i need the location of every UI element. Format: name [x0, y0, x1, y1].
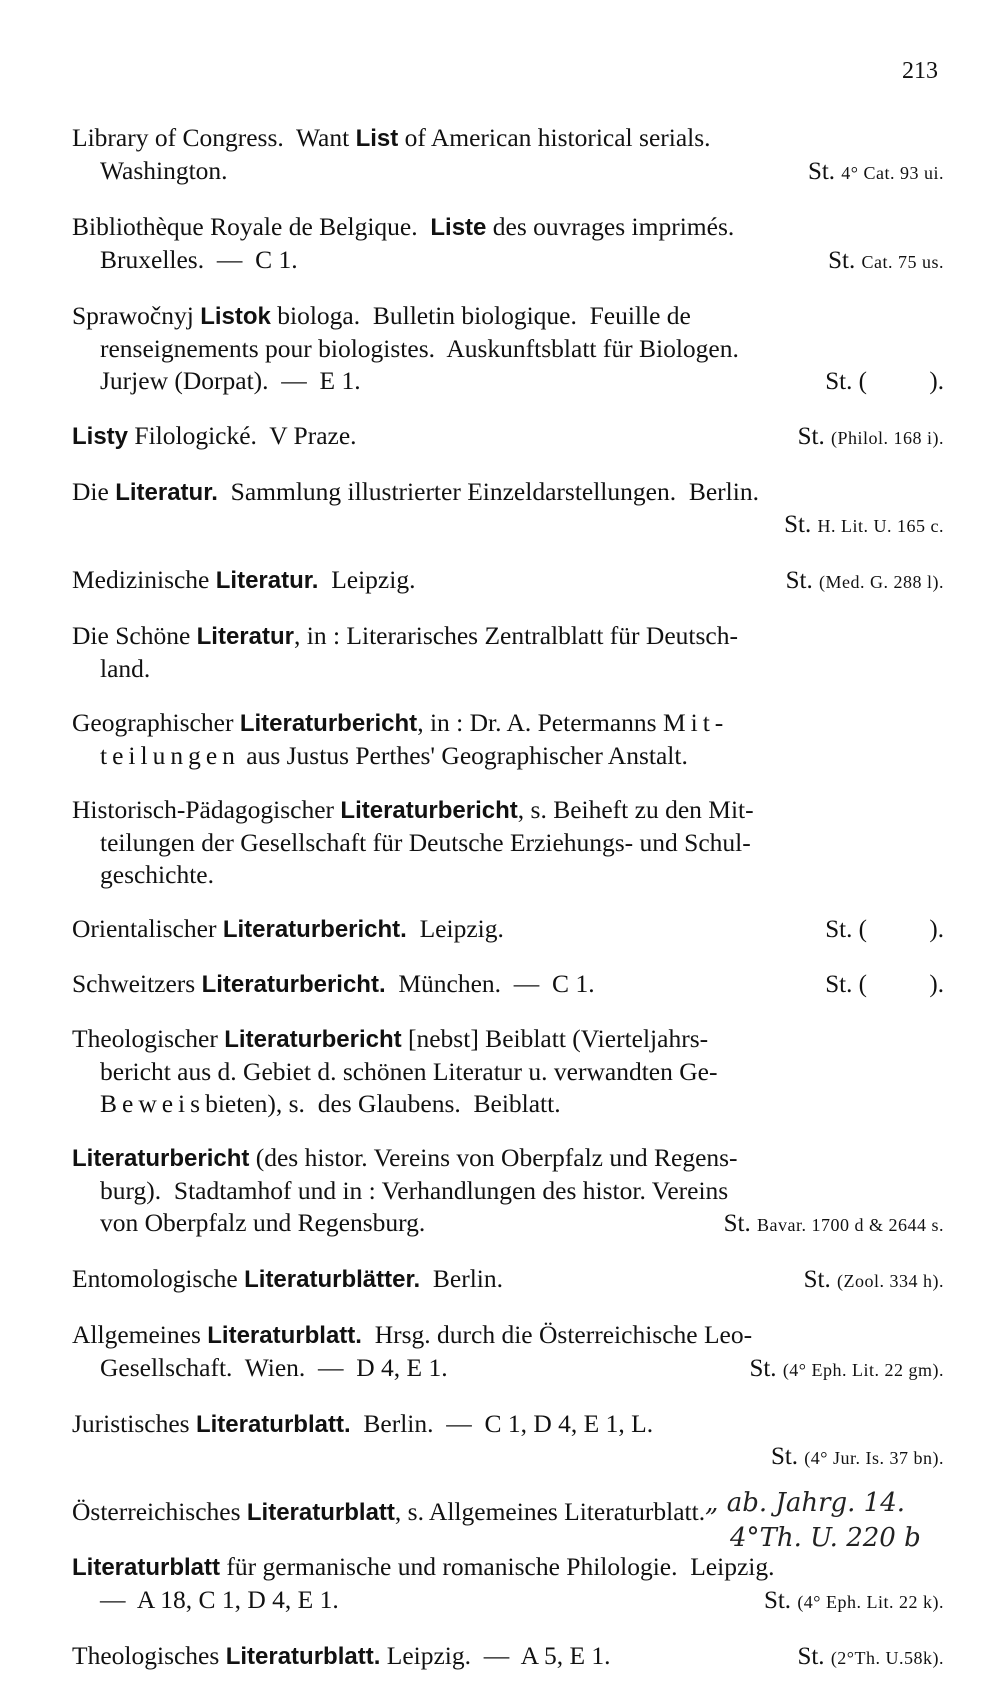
entry-keyword: Listy — [72, 423, 129, 450]
entry-line — [72, 859, 944, 891]
call-number — [798, 421, 944, 454]
entry-suffix: Hrsg. durch die Österreichische Leo- — [361, 1320, 753, 1349]
entry-suffix: für germanische und romanische Philologie. Leipzig. — [220, 1552, 775, 1581]
entry-text — [72, 420, 357, 453]
entry-prefix: Library of Congress. Want — [72, 123, 356, 152]
entry-text — [72, 1023, 708, 1056]
bibliography-entry — [72, 1023, 944, 1120]
entry-keyword: Literaturblatt — [246, 1499, 395, 1526]
bibliography-entry — [72, 476, 944, 542]
call-number-shelfmark: (Med. G. 288 l). — [819, 572, 944, 592]
bibliography-entry — [72, 1263, 944, 1297]
entry-prefix: Österreichisches — [72, 1497, 247, 1526]
call-number-prefix: St. ( ). — [825, 916, 944, 943]
entry-suffix: Leipzig. — [406, 914, 504, 943]
entry-text — [100, 827, 751, 859]
entry-line — [72, 1408, 944, 1441]
entry-line — [72, 1319, 944, 1352]
entry-text — [100, 859, 214, 891]
entry-keyword: Literaturbericht. — [201, 971, 386, 998]
call-number — [797, 1641, 944, 1674]
call-number-shelfmark: (4° Eph. Lit. 22 k). — [797, 1592, 944, 1612]
bibliography-entry — [72, 968, 944, 1001]
entry-text — [72, 211, 734, 244]
entry-text — [72, 1640, 611, 1673]
entry-prefix: Theologisches — [72, 1641, 226, 1670]
entry-keyword: Literaturbericht — [72, 1145, 250, 1172]
entry-prefix: Entomologische — [72, 1264, 245, 1293]
call-number — [771, 1441, 944, 1474]
entry-line — [72, 827, 944, 859]
entry-text — [72, 913, 504, 946]
entry-continuation: Bruxelles. — C 1. — [100, 245, 298, 274]
handwritten-annotation-1: „ ab. Jahrg. 14. — [705, 1488, 906, 1518]
entry-spaced-text: Beweis — [100, 1089, 206, 1118]
entry-keyword: Literaturblatt. — [207, 1322, 362, 1349]
entry-line — [72, 913, 944, 946]
call-number-prefix: St. — [803, 1266, 838, 1293]
entry-suffix: , s. Beiheft zu den Mit- — [517, 795, 754, 824]
bibliography-entry — [72, 300, 944, 398]
entry-suffix: München. — C 1. — [385, 969, 595, 998]
entry-line — [72, 1088, 944, 1120]
entry-line — [72, 244, 944, 278]
entry-text — [72, 620, 738, 653]
entry-keyword: Literatur. — [215, 567, 319, 594]
bibliography-entry — [72, 1319, 944, 1386]
entry-line — [72, 1441, 944, 1474]
call-number-prefix: St. — [785, 567, 820, 594]
entry-line — [72, 1551, 944, 1584]
entry-prefix: Bibliothèque Royale de Belgique. — [72, 212, 431, 241]
entry-suffix: , in : Literarisches Zentralblatt für Deutsch- — [294, 621, 738, 650]
entry-prefix: Allgemeines — [72, 1320, 208, 1349]
entry-text — [72, 707, 728, 740]
entry-keyword: Literaturblätter. — [244, 1266, 421, 1293]
call-number-shelfmark: Bavar. 1700 d & 2644 s. — [757, 1215, 944, 1235]
call-number-prefix: St. — [807, 158, 842, 185]
entry-prefix: Juristisches — [72, 1409, 196, 1438]
bibliography-entries — [72, 122, 944, 1696]
entry-keyword: Listok — [200, 303, 271, 330]
bibliography-entry — [72, 420, 944, 454]
call-number-shelfmark: (Zool. 334 h). — [837, 1271, 944, 1291]
entry-prefix: Orientalischer — [72, 914, 223, 943]
entry-continuation: Jurjew (Dorpat). — E 1. — [100, 366, 361, 395]
entry-continuation: Washington. — [100, 156, 228, 185]
entry-line — [72, 476, 944, 509]
entry-text — [100, 1088, 561, 1120]
entry-spaced-text: teilungen — [100, 741, 240, 770]
entry-line — [72, 794, 944, 827]
entry-suffix: , in : Dr. A. Petermanns — [417, 708, 663, 737]
call-number-prefix: St. ( ). — [825, 368, 944, 395]
entry-line — [72, 365, 944, 398]
entry-line — [72, 1023, 944, 1056]
entry-keyword: Literatur. — [115, 479, 218, 506]
page-number: 213 — [902, 58, 938, 84]
bibliography-entry — [72, 1408, 944, 1474]
call-number-prefix: St. — [749, 1355, 783, 1382]
entry-keyword: Literaturbericht — [224, 1026, 402, 1053]
call-number-shelfmark: (2°Th. U.58k). — [830, 1648, 944, 1668]
entry-text — [72, 476, 759, 509]
entry-prefix: Die — [72, 477, 116, 506]
entry-text — [100, 1056, 717, 1088]
entry-keyword: Literaturblatt. — [225, 1643, 381, 1670]
bibliography-entry — [72, 564, 944, 598]
entry-prefix: Theologischer — [72, 1024, 225, 1053]
entry-line — [72, 1142, 944, 1175]
entry-continuation: land. — [100, 654, 151, 683]
entry-text — [72, 968, 595, 1001]
entry-continuation: burg). Stadtamhof und in : Verhandlungen des histor. Vereins — [100, 1176, 729, 1205]
entry-line — [72, 1352, 944, 1386]
entry-text — [100, 155, 228, 187]
entry-continuation: geschichte. — [100, 860, 214, 889]
bibliography-entry — [72, 620, 944, 685]
bibliography-entry — [72, 1142, 944, 1241]
call-number-shelfmark: Cat. 75 us. — [861, 252, 944, 272]
entry-suffix: Leipzig. — A 5, E 1. — [380, 1641, 611, 1670]
bibliography-entry — [72, 211, 944, 278]
entry-line — [72, 122, 944, 155]
entry-suffix: biologa. Bulletin biologique. Feuille de — [270, 301, 691, 330]
entry-text — [100, 653, 150, 685]
entry-continuation-tail: des Glaubens. Beiblatt. — [311, 1089, 561, 1118]
call-number-prefix: St. — [770, 1443, 805, 1470]
entry-suffix: (des histor. Vereins von Oberpfalz und Regens- — [249, 1143, 738, 1172]
entry-line — [72, 211, 944, 244]
entry-line — [72, 155, 944, 189]
entry-continuation: Gesellschaft. Wien. — D 4, E 1. — [100, 1353, 448, 1382]
entry-spaced-text: Mit- — [662, 708, 729, 737]
entry-text — [100, 1175, 728, 1207]
entry-suffix: Berlin. — C 1, D 4, E 1, L. — [350, 1409, 654, 1438]
entry-line — [72, 653, 944, 685]
entry-text — [100, 1584, 339, 1616]
entry-continuation: bieten), s. — [205, 1089, 312, 1118]
entry-continuation: aus Justus Perthes' Geographischer Anstalt. — [239, 741, 688, 770]
call-number-prefix: St. — [784, 511, 818, 538]
entry-text — [72, 1142, 738, 1175]
entry-line — [72, 707, 944, 740]
entry-text — [72, 1319, 752, 1352]
entry-prefix: Die Schöne — [72, 621, 197, 650]
entry-line — [72, 740, 944, 772]
entry-line — [72, 1207, 944, 1241]
call-number-shelfmark: (4° Eph. Lit. 22 gm). — [782, 1360, 944, 1380]
entry-text — [72, 1263, 503, 1296]
entry-line — [72, 620, 944, 653]
entry-suffix: Filologické. V Praze. — [128, 421, 357, 450]
call-number — [764, 1585, 944, 1618]
call-number — [825, 914, 944, 946]
entry-keyword: Literaturblatt — [72, 1554, 221, 1581]
entry-line — [72, 1263, 944, 1297]
entry-prefix: Sprawočnyj — [72, 301, 201, 330]
entry-line — [72, 564, 944, 598]
call-number-prefix: St. ( ). — [825, 971, 944, 998]
call-number — [784, 509, 944, 542]
entry-keyword: Literaturbericht. — [222, 916, 407, 943]
entry-keyword: Literatur — [196, 623, 294, 650]
entry-keyword: Liste — [430, 214, 487, 241]
entry-line — [72, 1640, 944, 1674]
entry-keyword: Literaturbericht — [239, 710, 418, 737]
handwritten-annotation-2: 4°Th. U. 220 b — [730, 1523, 921, 1553]
call-number-shelfmark: 4° Cat. 93 ui. — [841, 163, 944, 183]
entry-prefix: Medizinische — [72, 565, 216, 594]
entry-text — [100, 1352, 448, 1384]
call-number — [724, 1208, 944, 1241]
entry-keyword: Literaturbericht — [340, 797, 518, 824]
entry-text — [72, 122, 711, 155]
call-number-prefix: St. — [763, 1587, 798, 1614]
entry-prefix: Geographischer — [72, 708, 240, 737]
entry-text — [100, 1207, 425, 1239]
entry-text — [100, 333, 739, 365]
call-number — [828, 245, 944, 278]
entry-text — [100, 740, 688, 772]
call-number-shelfmark: (4° Jur. Is. 37 bn). — [804, 1448, 944, 1468]
entry-continuation: bericht aus d. Gebiet d. schönen Literatur u. verwandten Ge- — [100, 1057, 718, 1086]
entry-text — [72, 564, 415, 597]
call-number-prefix: St. — [723, 1210, 757, 1237]
entry-prefix: Historisch-Pädagogischer — [72, 795, 341, 824]
bibliography-entry — [72, 794, 944, 891]
entry-line — [72, 1056, 944, 1088]
entry-line — [72, 968, 944, 1001]
call-number — [749, 1353, 944, 1386]
entry-prefix: Schweitzers — [72, 969, 202, 998]
call-number — [825, 969, 944, 1001]
call-number-prefix: St. — [797, 1643, 831, 1670]
entry-line — [72, 1175, 944, 1207]
entry-suffix: of American historical serials. — [398, 123, 711, 152]
entry-text — [72, 794, 754, 827]
call-number-prefix: St. — [828, 247, 862, 274]
entry-text — [72, 300, 691, 333]
entry-suffix: Leipzig. — [318, 565, 416, 594]
bibliography-entry — [72, 1640, 944, 1674]
bibliography-entry — [72, 1551, 944, 1618]
bibliography-entry — [72, 122, 944, 189]
entry-suffix: Berlin. — [420, 1264, 504, 1293]
entry-keyword: Literaturblatt. — [195, 1411, 351, 1438]
call-number — [808, 156, 944, 189]
entry-line — [72, 420, 944, 454]
entry-text — [100, 365, 361, 397]
entry-keyword: List — [355, 125, 399, 152]
entry-text — [100, 244, 298, 276]
bibliography-entry — [72, 707, 944, 772]
entry-text — [72, 1551, 775, 1584]
entry-continuation: renseignements pour biologistes. Auskunftsblatt für Biologen. — [100, 334, 739, 363]
call-number-prefix: St. — [797, 423, 831, 450]
entry-line — [72, 300, 944, 333]
entry-line — [72, 509, 944, 542]
entry-suffix: [nebst] Beiblatt (Vierteljahrs- — [401, 1024, 709, 1053]
entry-suffix: Sammlung illustrierter Einzeldarstellungen. Berlin. — [217, 477, 759, 506]
entry-continuation: — A 18, C 1, D 4, E 1. — [100, 1585, 339, 1614]
entry-suffix: des ouvrages imprimés. — [486, 212, 735, 241]
entry-continuation: teilungen der Gesellschaft für Deutsche Erziehungs- und Schul- — [100, 828, 751, 857]
entry-line — [72, 1584, 944, 1618]
entry-continuation: von Oberpfalz und Regensburg. — [100, 1208, 426, 1237]
entry-text — [72, 1496, 705, 1529]
call-number-shelfmark: (Philol. 168 i). — [830, 428, 944, 448]
entry-line — [72, 333, 944, 365]
entry-suffix: , s. Allgemeines Literaturblatt. — [394, 1497, 706, 1526]
call-number — [804, 1264, 944, 1297]
call-number — [825, 366, 944, 398]
entry-text — [72, 1408, 653, 1441]
bibliography-entry — [72, 913, 944, 946]
call-number-shelfmark: H. Lit. U. 165 c. — [817, 516, 944, 536]
call-number — [786, 565, 944, 598]
